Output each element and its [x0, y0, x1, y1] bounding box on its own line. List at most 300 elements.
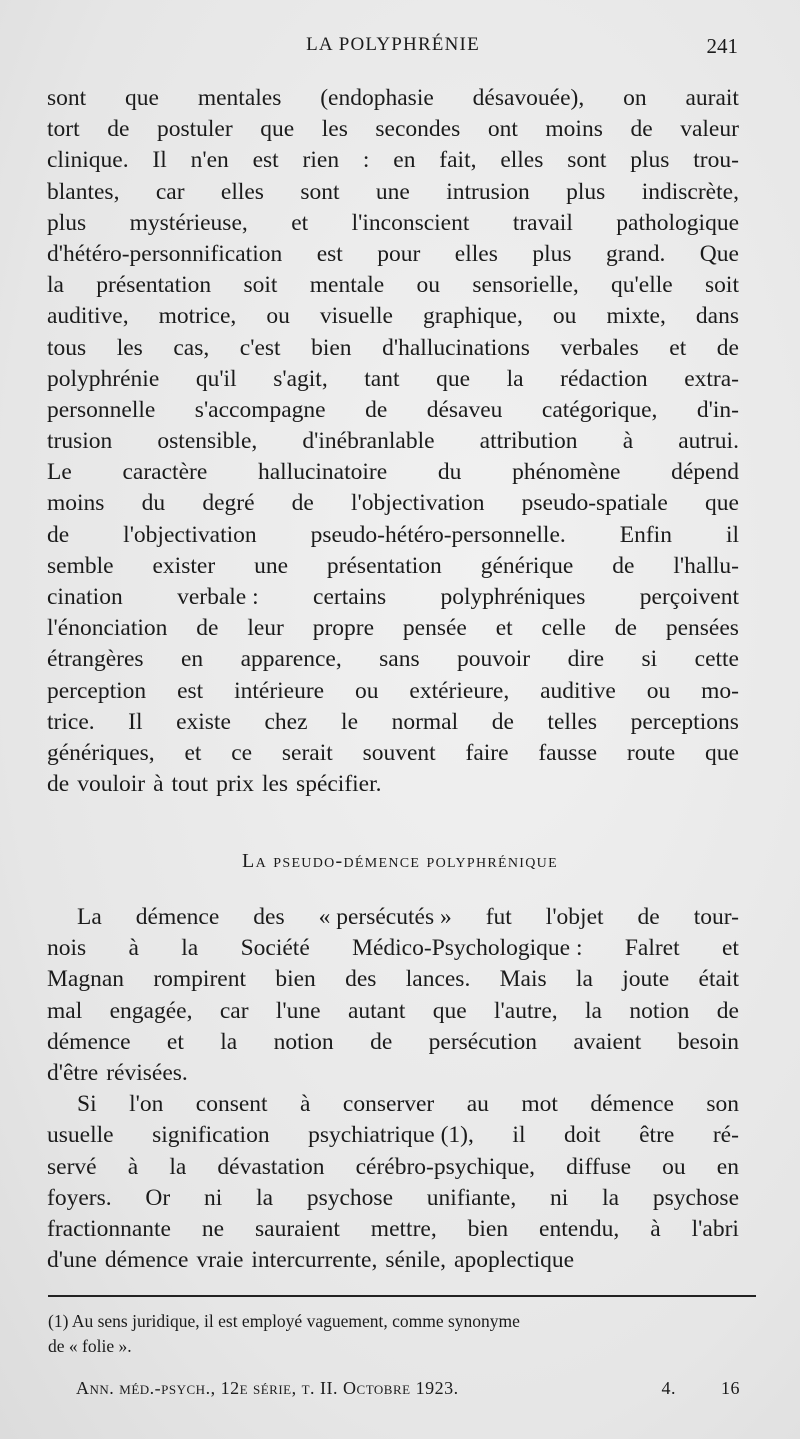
word: tout — [171, 771, 209, 798]
paragraph-3 — [47, 1089, 739, 1276]
word: lances. — [405, 966, 471, 993]
word: du — [141, 490, 166, 517]
word: certains — [313, 584, 387, 610]
word: Que — [699, 240, 739, 267]
word: de — [716, 334, 739, 361]
signature-marks — [662, 1378, 741, 1399]
text-line — [47, 333, 739, 364]
word: cérébro-psychique, — [355, 1153, 536, 1180]
word: chez — [264, 708, 308, 735]
word: dépend — [671, 459, 739, 486]
word: trice. — [47, 708, 95, 735]
word: s'accompagne — [194, 396, 326, 423]
journal-reference: Ann. méd.-psych., 12e série, t. II. Octobre 1923. — [76, 1378, 459, 1398]
word: ou — [416, 272, 440, 299]
word: au — [466, 1091, 489, 1118]
word: doit — [564, 1122, 601, 1149]
word: consent — [195, 1091, 268, 1118]
word: l'autre, — [494, 997, 558, 1024]
word: mal — [47, 997, 83, 1024]
word: psychose — [306, 1184, 393, 1211]
word: que — [125, 85, 159, 111]
word: intérieure — [234, 677, 325, 704]
word: Enfin — [619, 521, 672, 548]
word: que — [705, 490, 739, 517]
word: Société — [240, 935, 310, 962]
word: ou — [662, 1153, 686, 1180]
word: Il — [128, 708, 143, 735]
text-line — [47, 676, 739, 707]
word: démence — [47, 1028, 131, 1055]
footnote-line-1: (1) Au sens juridique, il est employé vaguement, comme synonyme — [48, 1311, 520, 1331]
text-line — [47, 964, 739, 995]
word: catégorique, — [541, 396, 658, 423]
word: caractère — [122, 459, 208, 486]
word: et — [669, 334, 687, 361]
word: indiscrète, — [641, 178, 739, 205]
word: cette — [694, 646, 739, 673]
word: conserver — [342, 1091, 435, 1118]
word: sénile, — [385, 1247, 447, 1274]
word: exister — [152, 552, 216, 579]
word: de — [637, 904, 660, 930]
word: en — [393, 147, 416, 174]
word: polyphréniques — [440, 584, 586, 610]
word: de — [491, 708, 514, 735]
word: notion — [629, 997, 690, 1024]
text-line — [47, 996, 739, 1027]
word: et — [166, 1028, 184, 1055]
word: signification — [152, 1122, 270, 1149]
word: ostensible, — [157, 428, 258, 455]
word: son — [706, 1091, 739, 1118]
sheet-number: 16 — [721, 1378, 740, 1398]
text-line — [47, 902, 739, 933]
word: joute — [622, 966, 670, 993]
word: auditive, — [47, 303, 129, 330]
word: c'est — [239, 334, 281, 361]
word: mot — [521, 1091, 558, 1118]
word: ne — [201, 1215, 225, 1242]
word: la — [169, 1153, 187, 1180]
body-lower — [47, 902, 739, 1276]
word: ou — [266, 303, 290, 330]
word: (endophasie — [320, 85, 434, 111]
word: ni — [204, 1184, 223, 1211]
word: Or — [145, 1184, 171, 1211]
word: cination — [47, 584, 123, 610]
word: spécifier. — [296, 771, 382, 798]
text-line — [47, 1152, 739, 1183]
word: souvent — [362, 739, 436, 766]
word: que — [260, 116, 295, 143]
word: semble — [47, 552, 114, 579]
word: pensée — [402, 615, 467, 642]
paragraph-2 — [47, 902, 739, 1089]
word: diffuse — [566, 1153, 632, 1180]
word: en — [716, 1153, 739, 1180]
text-line — [47, 114, 739, 145]
word: prix — [216, 771, 254, 798]
section-title: La pseudo-démence polyphrénique — [242, 850, 558, 872]
word: fausse — [538, 739, 598, 766]
word: phénomène — [512, 459, 621, 486]
word: Falret — [624, 935, 680, 962]
word: polyphrénie — [47, 365, 160, 392]
word: Médico-Psychologique : — [352, 935, 583, 962]
word: apoplectique — [454, 1247, 575, 1274]
word: plus — [532, 240, 572, 267]
word: mentale — [309, 272, 385, 299]
word: attribution — [479, 428, 578, 455]
word: mixte, — [606, 303, 666, 330]
word: on — [623, 85, 647, 111]
word: motrice, — [158, 303, 237, 330]
word: car — [219, 997, 249, 1024]
word: du — [437, 459, 462, 486]
word: une — [254, 552, 288, 579]
text-line — [47, 1245, 739, 1276]
text-line — [47, 1027, 739, 1058]
word: à — [622, 428, 634, 455]
word: qu'il — [195, 365, 237, 392]
word: d'une — [47, 1247, 97, 1274]
word: auditive — [540, 677, 616, 704]
word: que — [704, 739, 739, 766]
word: persécution — [428, 1028, 537, 1055]
footnote-line-2: de « folie ». — [48, 1336, 132, 1356]
word: dire — [567, 646, 605, 673]
running-title: LA POLYPHRÉNIE — [306, 34, 480, 55]
word: elles — [220, 178, 264, 205]
word: intrusion — [446, 178, 530, 205]
word: postuler — [156, 116, 233, 143]
word: elles — [454, 240, 498, 267]
text-line — [47, 208, 739, 239]
word: présentation — [96, 272, 212, 299]
word: perceptions — [630, 708, 739, 735]
word: désaveu — [426, 396, 503, 423]
word: telles — [547, 708, 598, 735]
word: pouvoir — [457, 646, 531, 673]
word: dans — [695, 303, 739, 330]
text-line — [47, 769, 739, 800]
word: « persécutés » — [318, 904, 452, 930]
word: de — [107, 116, 130, 143]
word: tort — [47, 116, 80, 143]
word: génériques, — [47, 739, 155, 766]
word: soit — [705, 272, 739, 299]
footnote-rule — [48, 1295, 756, 1297]
word: l'on — [129, 1091, 164, 1118]
word: extra- — [684, 365, 739, 392]
text-line — [47, 488, 739, 519]
running-head — [48, 34, 738, 64]
word: d'in- — [696, 396, 739, 423]
word: la — [575, 966, 593, 993]
word: qu'elle — [611, 272, 673, 299]
word: il — [512, 1122, 526, 1149]
word: tant — [364, 365, 400, 392]
word: fractionnante — [47, 1215, 171, 1242]
word: ou — [355, 677, 379, 704]
word: tour- — [693, 904, 739, 930]
word: démence — [135, 904, 220, 930]
word: si — [641, 646, 658, 673]
word: de — [716, 997, 739, 1024]
text-line — [47, 395, 739, 426]
word: route — [626, 739, 676, 766]
text-line — [47, 239, 739, 270]
word: moins — [545, 116, 603, 143]
word: fait, — [439, 147, 477, 174]
word: moins — [47, 490, 105, 517]
text-line — [47, 933, 739, 964]
word: visuelle — [319, 303, 393, 330]
word: bien — [311, 334, 352, 361]
word: foyers. — [47, 1184, 112, 1211]
word: aurait — [685, 85, 739, 111]
text-line — [47, 364, 739, 395]
word: avaient — [573, 1028, 642, 1055]
word: les — [321, 116, 348, 143]
word: de — [47, 771, 70, 798]
word: La — [77, 904, 102, 930]
word: l'objet — [545, 904, 604, 930]
text-line — [47, 738, 739, 769]
word: la — [584, 997, 602, 1024]
word: il — [725, 521, 739, 548]
word: engagée, — [109, 997, 193, 1024]
word: autant — [347, 997, 406, 1024]
text-line — [47, 707, 739, 738]
word: d'hétéro-personnification — [47, 240, 283, 267]
word: dévastation — [217, 1153, 325, 1180]
text-line — [47, 1214, 739, 1245]
word: tous — [47, 334, 87, 361]
text-line — [47, 1120, 739, 1151]
text-line — [47, 301, 739, 332]
word: car — [155, 178, 185, 205]
word: être — [639, 1122, 675, 1149]
word: sont — [300, 178, 340, 205]
word: besoin — [677, 1028, 739, 1055]
signature-line — [76, 1378, 740, 1399]
word: serait — [281, 739, 333, 766]
word: des — [253, 904, 285, 930]
text-line — [47, 644, 739, 675]
word: que — [436, 365, 471, 392]
word: usuelle — [47, 1122, 114, 1149]
word: une — [375, 178, 410, 205]
word: démence — [590, 1091, 674, 1118]
word: entendu, — [539, 1215, 620, 1242]
word: plus — [566, 178, 606, 205]
word: plus — [47, 209, 87, 236]
word: l'objectivation — [123, 521, 257, 548]
word: leur — [247, 615, 284, 642]
word: est — [252, 147, 279, 174]
word: clinique. — [47, 147, 129, 174]
word: la — [181, 935, 199, 962]
text-line — [47, 270, 739, 301]
word: de — [614, 615, 637, 642]
word: bien — [467, 1215, 509, 1242]
word: hallucinatoire — [257, 459, 388, 486]
word: les — [116, 334, 143, 361]
word: plus — [630, 147, 670, 174]
text-line — [47, 551, 739, 582]
word: est — [177, 677, 204, 704]
word: rédaction — [560, 365, 648, 392]
word: l'inconscient — [351, 209, 470, 236]
text-line — [47, 613, 739, 644]
word: autrui. — [678, 428, 739, 455]
text-line — [47, 457, 739, 488]
word: révisées. — [106, 1059, 188, 1086]
word: verbale : — [177, 584, 259, 610]
word: est — [316, 240, 343, 267]
word: trou- — [693, 147, 739, 174]
word: fut — [485, 904, 512, 930]
word: Le — [47, 459, 72, 486]
word: la — [256, 1184, 274, 1211]
text-line — [47, 145, 739, 176]
word: intercurrente, — [251, 1247, 378, 1274]
word: sans — [379, 646, 420, 673]
word: le — [341, 708, 359, 735]
word: personnelle — [47, 396, 156, 423]
text-line — [47, 83, 739, 114]
word: l'objectivation — [351, 490, 485, 517]
word: de — [196, 615, 219, 642]
word: existe — [176, 708, 231, 735]
word: et — [291, 209, 309, 236]
word: pseudo-spatiale — [521, 490, 668, 517]
word: était — [698, 966, 739, 993]
word: apparence, — [240, 646, 342, 673]
word: l'hallu- — [673, 552, 739, 579]
word: sensorielle, — [472, 272, 579, 299]
word: Si — [77, 1091, 97, 1118]
word: d'être — [47, 1059, 99, 1086]
word: de — [370, 1028, 393, 1055]
signature-number: 4. — [661, 1378, 676, 1398]
word: des — [345, 966, 377, 993]
word: sont — [567, 147, 607, 174]
word: pensées — [665, 615, 739, 642]
word: à — [127, 1153, 139, 1180]
word: ont — [487, 116, 518, 143]
word: cas, — [173, 334, 210, 361]
word: ou — [646, 677, 671, 704]
text-line — [47, 1089, 739, 1120]
word: à — [650, 1215, 661, 1242]
word: trusion — [47, 428, 113, 455]
word: pseudo-hétéro-personnelle. — [310, 521, 566, 548]
word: étrangères — [47, 646, 144, 673]
word: valeur — [680, 116, 739, 143]
word: blantes, — [47, 178, 120, 205]
word: servé — [47, 1153, 97, 1180]
word: que — [432, 997, 467, 1024]
word: Il — [152, 147, 167, 174]
text-line — [47, 1183, 739, 1214]
word: de — [630, 116, 653, 143]
paragraph-1 — [47, 83, 739, 800]
word: rompirent — [153, 966, 246, 993]
word: vouloir — [77, 771, 146, 798]
word: secondes — [375, 116, 461, 143]
word: sont — [47, 85, 87, 111]
word: et — [721, 935, 739, 962]
word: mettre, — [370, 1215, 437, 1242]
word: à — [300, 1091, 311, 1118]
page-number: 241 — [706, 34, 738, 58]
word: la — [47, 272, 64, 299]
word: propre — [312, 615, 375, 642]
text-line — [47, 582, 739, 613]
word: d'hallucinations — [382, 334, 530, 361]
text-line — [47, 1058, 739, 1089]
word: perçoivent — [639, 584, 739, 610]
word: ré- — [712, 1122, 739, 1149]
word: elles — [500, 147, 544, 174]
text-line — [47, 426, 739, 457]
word: la — [602, 1184, 620, 1211]
word: désavouée), — [472, 85, 585, 111]
word: l'énonciation — [47, 615, 168, 642]
word: Mais — [499, 966, 547, 993]
word: n'en — [190, 147, 229, 174]
word: en — [180, 646, 204, 673]
word: générique — [480, 552, 574, 579]
word: psychiatrique (1), — [308, 1122, 474, 1149]
word: : — [362, 147, 370, 174]
word: l'abri — [691, 1215, 739, 1242]
word: ni — [550, 1184, 569, 1211]
word: soit — [243, 272, 278, 299]
word: de — [612, 552, 635, 579]
word: graphique, — [423, 303, 523, 330]
text-line — [47, 177, 739, 208]
word: rien — [302, 147, 340, 174]
footnote — [48, 1309, 756, 1359]
word: ou — [552, 303, 577, 330]
word: celle — [541, 615, 586, 642]
word: et — [184, 739, 202, 766]
word: s'agit, — [273, 365, 328, 392]
word: les — [261, 771, 289, 798]
word: unifiante, — [426, 1184, 517, 1211]
word: pour — [377, 240, 421, 267]
word: de — [291, 490, 314, 517]
word: la — [506, 365, 524, 392]
word: extérieure, — [409, 677, 510, 704]
word: mentales — [197, 85, 282, 111]
word: degré — [202, 490, 255, 517]
word: pathologique — [616, 209, 739, 236]
word: notion — [273, 1028, 334, 1055]
word: présentation — [326, 552, 442, 579]
word: mystérieuse, — [129, 209, 248, 236]
word: l'une — [275, 997, 321, 1024]
word: travail — [512, 209, 573, 236]
word: perception — [47, 677, 147, 704]
word: ce — [231, 739, 253, 766]
word: et — [495, 615, 513, 642]
word: vraie — [196, 1247, 244, 1274]
